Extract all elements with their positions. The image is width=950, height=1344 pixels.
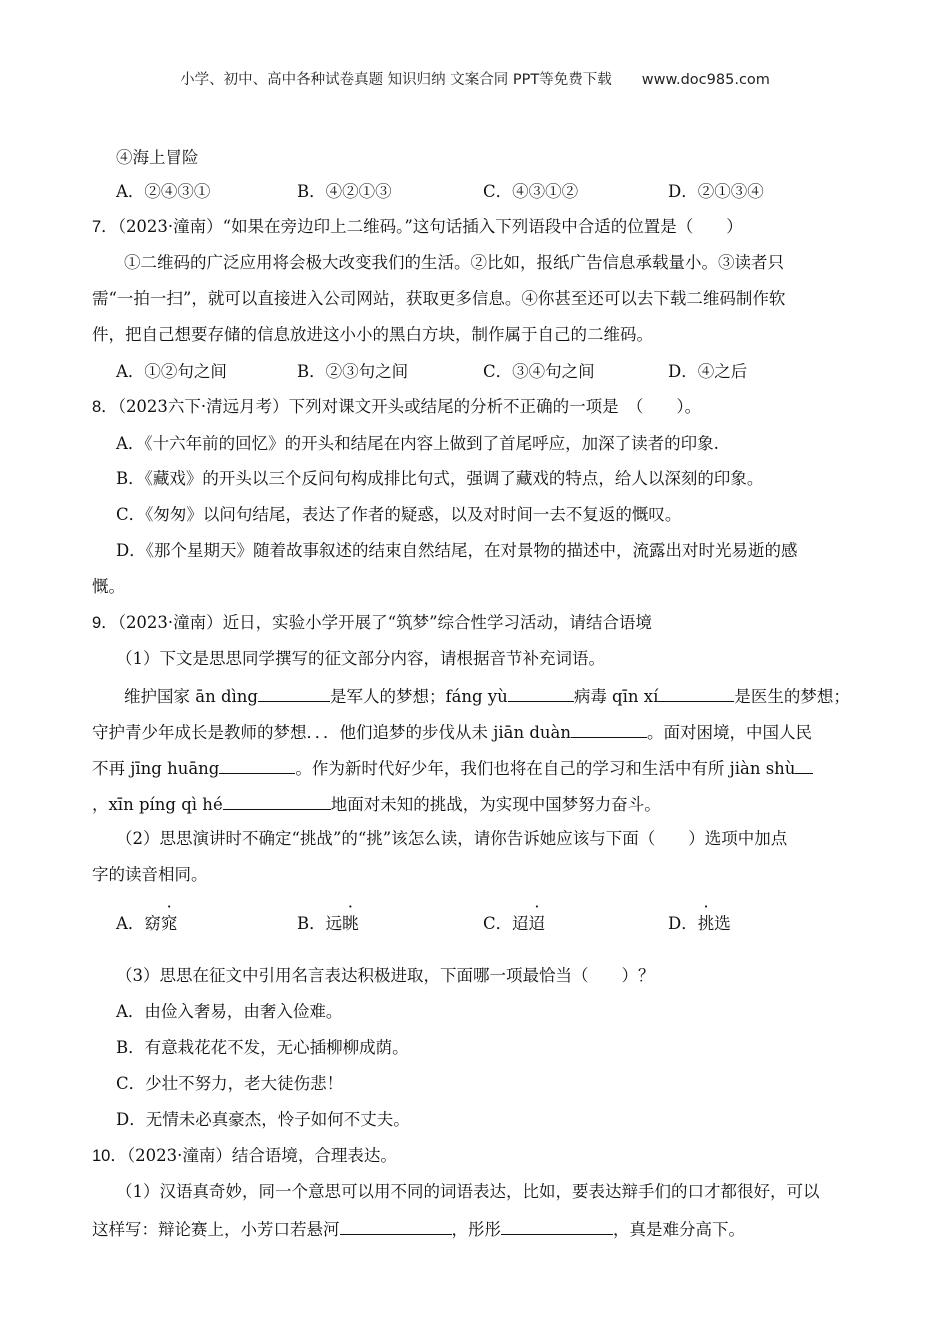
q8-option-a: A．《十六年前的回忆》的开头和结尾在内容上做到了首尾呼应，加深了读者的印象. [116, 434, 719, 453]
q6-option-c: C．④③①② [483, 182, 579, 201]
answer-blank-xinpingqihe[interactable] [223, 791, 331, 810]
answer-blank-qinxi[interactable] [658, 683, 734, 702]
header-url[interactable]: www.doc985.com [641, 72, 770, 88]
q7-passage-line3: 件，把自己想要存储的信息放进这小小的黑白方块，制作属于自己的二维码。 [92, 325, 653, 344]
q10-number: 10． [92, 1147, 127, 1165]
q7-option-b: B．②③句之间 [297, 362, 409, 381]
q9-fill-line4: ，xīn píng qì hé 地面对未知的挑战，为实现中国梦努力奋斗。 [92, 791, 661, 817]
answer-blank-jianshu[interactable] [795, 755, 813, 774]
q6-option-b: B．④②①③ [297, 182, 392, 201]
q8-option-c: C．《匆匆》以问句结尾，表达了作者的疑惑，以及对时间一去不复返的慨叹。 [116, 505, 682, 524]
answer-blank-anding[interactable] [258, 683, 330, 702]
dotted-char: 眺 [342, 914, 359, 933]
answer-blank-idiom1[interactable] [340, 1216, 452, 1235]
q9-number: 9． [92, 614, 118, 632]
q10-sub1-prompt: （1）汉语真奇妙，同一个意思可以用不同的词语表达，比如，要表达辩手们的口才都很好，可以 [116, 1182, 820, 1201]
q9-sub2-option-a: A．窈窕 [116, 912, 177, 936]
q6-option-d: D．②①③④ [668, 182, 764, 201]
q8-option-b: B．《藏戏》的开头以三个反问句构成排比句式，强调了藏戏的特点，给人以深刻的印象。 [116, 469, 764, 488]
answer-blank-idiom2[interactable] [501, 1216, 613, 1235]
header-text: 小学、初中、高中各种试卷真题 知识归纳 文案合同 PPT等免费下载 [180, 72, 612, 88]
q9-fill-line1: 维护国家 ān dìng 是军人的梦想；fáng yù 病毒 qīn xí 是医生的梦想； [124, 683, 850, 709]
q7-number: 7． [92, 218, 118, 236]
q9-sub2-option-d: D．挑选 [668, 912, 731, 936]
q9-sub3-option-c: C．少壮不努力，老大徒伤悲！ [116, 1074, 344, 1093]
q10-fill-line: 这样写：辩论赛上，小芳口若悬河 ，彤彤 ，真是难分高下。 [92, 1216, 745, 1242]
q9-fill-line2: 守护青少年成长是教师的梦想．．．他们追梦的步伐从未 jiān duàn 。面对困境，中国人民 [92, 719, 812, 745]
q6-item4: ④海上冒险 [116, 148, 199, 167]
q8-number: 8． [92, 398, 118, 416]
answer-blank-jinghuang[interactable] [219, 755, 295, 774]
q9-sub2-option-b: B．远眺 [297, 912, 359, 936]
q9-sub2-prompt-line2: 字的读音相同。 [92, 865, 208, 884]
q7-passage-line1: ①二维码的广泛应用将会极大改变我们的生活。②比如，报纸广告信息承载量小。③读者只 [124, 253, 784, 272]
dotted-char: 窕 [160, 914, 178, 933]
q9-sub3-prompt: （3）思思在征文中引用名言表达积极进取，下面哪一项最恰当（ ）？ [116, 966, 655, 985]
q8-option-d-line2: 慨。 [92, 577, 125, 596]
q9-stem: 9．（2023·潼南）近日，实验小学开展了“筑梦”综合性学习活动，请结合语境 [92, 613, 653, 632]
q9-sub1-prompt: （1）下文是思思同学撰写的征文部分内容，请根据音节补充词语。 [116, 649, 605, 668]
q9-sub3-option-a: A．由俭入奢易，由奢入俭难。 [116, 1002, 343, 1021]
page-header [0, 68, 950, 89]
q7-stem: 7．（2023·潼南）“如果在旁边印上二维码。”这句话插入下列语段中合适的位置是（ ） [92, 217, 743, 236]
q8-option-d-line1: D．《那个星期天》随着故事叙述的结束自然结尾，在对景物的描述中，流露出对时光易逝的感 [116, 541, 798, 560]
dotted-char: 挑 [697, 914, 715, 933]
q7-option-d: D．④之后 [668, 362, 748, 381]
answer-blank-fangyu[interactable] [508, 683, 574, 702]
q8-stem: 8．（2023六下·清远月考）下列对课文开头或结尾的分析不正确的一项是 （ ）。 [92, 397, 702, 416]
dotted-char: 迢 [528, 914, 546, 933]
q9-sub2-option-c: C．迢迢 [483, 912, 545, 936]
q10-stem: 10．（2023·潼南）结合语境，合理表达。 [92, 1146, 397, 1165]
answer-blank-jianduan[interactable] [571, 719, 647, 738]
q7-option-c: C．③④句之间 [483, 362, 595, 381]
q9-sub3-option-b: B．有意栽花花不发，无心插柳柳成荫。 [116, 1038, 409, 1057]
q9-sub3-option-d: D．无情未必真豪杰，怜子如何不丈夫。 [116, 1110, 410, 1129]
q6-option-a: A．②④③① [116, 182, 211, 201]
q7-option-a: A．①②句之间 [116, 362, 227, 381]
q7-passage-line2: 需“一拍一扫”，就可以直接进入公司网站，获取更多信息。④你甚至还可以去下载二维码制作软 [92, 289, 786, 308]
q9-fill-line3: 不再 jīng huāng 。作为新时代好少年，我们也将在自己的学习和生活中有所 jiàn shù [92, 755, 813, 781]
q9-sub2-prompt-line1: （2）思思演讲时不确定“挑战”的“挑”该怎么读，请你告诉她应该与下面（ ）选项中加点 [116, 829, 788, 848]
